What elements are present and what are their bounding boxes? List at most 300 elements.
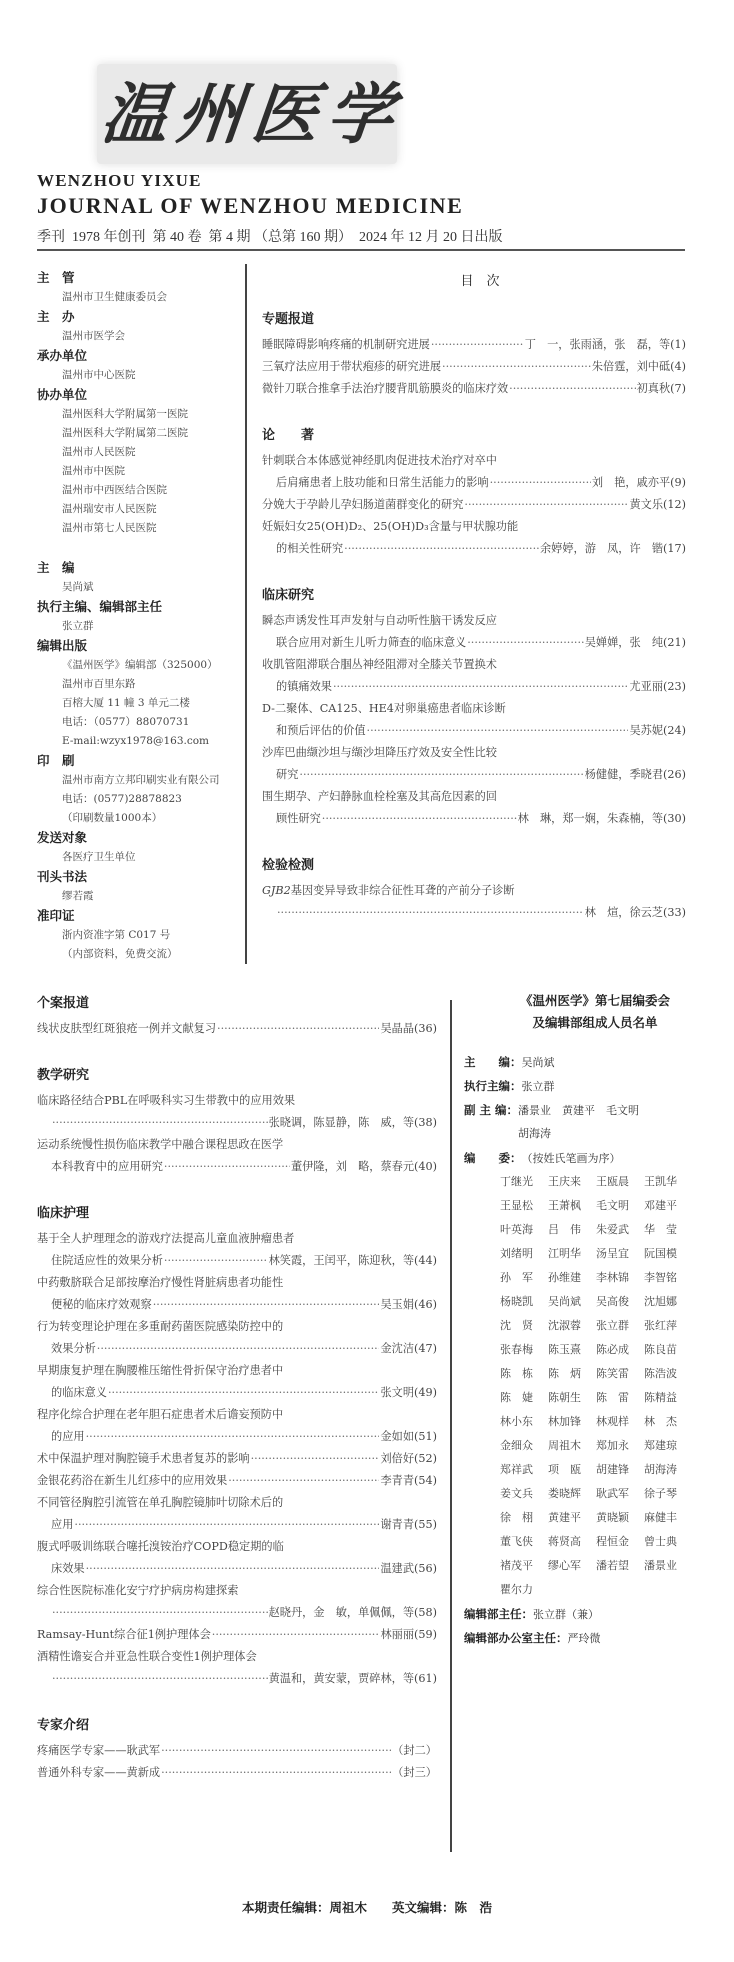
- dot-leader: [431, 334, 524, 356]
- board-member-name: 林 杰: [644, 1415, 677, 1428]
- members-grid: [464, 1170, 726, 1602]
- toc-entry-title-line[interactable]: 程序化综合护理在老年胆石症患者术后谵妄预防中: [37, 1408, 284, 1421]
- toc-entry[interactable]: [262, 902, 686, 924]
- board-member-name: 郑加永: [596, 1439, 629, 1452]
- board-member-name: 林小东: [500, 1415, 533, 1428]
- board-member-name: 李林锦: [596, 1271, 629, 1284]
- board-member-name: 毛文明: [596, 1199, 629, 1212]
- board-member-name: 孙 军: [500, 1271, 533, 1284]
- board-member-name: 郑祥武: [500, 1463, 533, 1476]
- toc-entry-title-line[interactable]: 不同管径胸腔引流管在单孔胸腔镜肺叶切除术后的: [37, 1496, 284, 1509]
- toc-entry-page: (38): [414, 1116, 437, 1129]
- sidebar-value: 缪若霞: [62, 890, 94, 902]
- board-member-name: 刘绪明: [500, 1247, 533, 1260]
- board-member-name: 杨晓凯: [500, 1295, 533, 1308]
- board-member-name: 吕 伟: [548, 1223, 581, 1236]
- toc-entry-page: (24): [663, 724, 686, 737]
- toc-entry-title-line[interactable]: 针刺联合本体感觉神经肌肉促进技术治疗对卒中: [262, 454, 497, 467]
- column-divider-top: [245, 264, 247, 964]
- toc-entry-title-line[interactable]: 妊娠妇女25(OH)D₂、25(OH)D₃含量与甲状腺功能: [262, 520, 519, 533]
- toc-entry-title: 术中保温护理对胸腔镜手术患者复苏的影响: [37, 1452, 250, 1465]
- sidebar-value: 浙内资准字第 C017 号: [62, 929, 171, 941]
- board-member-name: 胡海涛: [644, 1463, 677, 1476]
- sidebar-label: 主 管: [37, 270, 75, 285]
- toc-entry-title-line[interactable]: D-二聚体、CA125、HE4对卵巢癌患者临床诊断: [262, 702, 506, 715]
- toc-entry-title: 微针刀联合推拿手法治疗腰背肌筋膜炎的临床疗效: [262, 382, 509, 395]
- sidebar-value: 张立群: [62, 620, 94, 632]
- sidebar-value: 温州瑞安市人民医院: [62, 503, 157, 515]
- toc-entry-authors: 余婷婷，游 凤，许 锴: [539, 542, 664, 555]
- toc-section-heading: 临床研究: [262, 588, 315, 603]
- toc-entry-page: (52): [414, 1452, 437, 1465]
- toc-entry-title-line[interactable]: 沙库巴曲缬沙坦与缬沙坦降压疗效及安全性比较: [262, 746, 497, 759]
- board-member-name: 沈旭娜: [644, 1295, 677, 1308]
- deputy-editors-cont: 胡海涛: [518, 1127, 551, 1140]
- toc-entry-title-line[interactable]: 运动系统慢性损伤临床教学中融合课程思政在医学: [37, 1138, 284, 1151]
- sidebar-label: 印 刷: [37, 753, 75, 768]
- toc-entry-authors: 吴玉娟: [380, 1298, 415, 1311]
- sidebar-value: 温州市人民医院: [62, 446, 136, 458]
- dot-leader: [164, 1156, 290, 1178]
- dot-leader: [153, 1294, 380, 1316]
- board-member-name: 李智铭: [644, 1271, 677, 1284]
- board-member-name: 蒋贤高: [548, 1535, 581, 1548]
- dept-director-name: 张立群（兼）: [533, 1608, 599, 1621]
- sidebar-value: 温州市百里东路: [62, 678, 136, 690]
- board-member-name: 王显松: [500, 1199, 533, 1212]
- toc-entry[interactable]: [37, 1558, 437, 1580]
- board-title-line1: 《温州医学》第七届编委会: [519, 993, 670, 1008]
- toc-entry[interactable]: [37, 1382, 437, 1404]
- board-member-name: 黄建平: [548, 1511, 581, 1524]
- toc-entry-title-line[interactable]: 收肌管阻滞联合腘丛神经阻滞对全膝关节置换术: [262, 658, 497, 671]
- toc-entry-authors: 林 煊，徐云芝: [584, 906, 664, 919]
- toc-entry-authors: 刘 艳，戚亦平: [591, 476, 671, 489]
- sidebar-value: E-mail:wzyx1978@163.com: [62, 735, 210, 747]
- toc-entry-authors: 初真秋: [636, 382, 671, 395]
- toc-entry-title: 分娩大于孕龄儿孕妇肠道菌群变化的研究: [262, 498, 464, 511]
- toc-entry-title: 的应用: [51, 1430, 85, 1443]
- toc-entry-title: 住院适应性的效果分析: [51, 1254, 163, 1267]
- board-member-name: 陈必成: [596, 1343, 629, 1356]
- board-member-name: 徐 栩: [500, 1511, 533, 1524]
- toc-entry-page: (23): [663, 680, 686, 693]
- toc-entry-title: 睡眠障碍影响疼痛的机制研究进展: [262, 338, 430, 351]
- board-member-name: 徐子琴: [644, 1487, 677, 1500]
- board-member-name: 黄晓颖: [596, 1511, 629, 1524]
- toc-entry[interactable]: [262, 378, 686, 400]
- deputy-editors: 潘景业 黄建平 毛文明: [518, 1104, 640, 1117]
- toc-entry-title-line[interactable]: 瞬态声诱发性耳声发射与自动听性脑干诱发反应: [262, 614, 497, 627]
- dot-leader: [164, 1250, 268, 1272]
- toc-entry-page: (30): [663, 812, 686, 825]
- toc-entry-title: 三氧疗法应用于带状疱疹的研究进展: [262, 360, 442, 373]
- toc-entry-title: 效果分析: [51, 1342, 96, 1355]
- issue-editors-footer: 本期责任编辑：周祖木 英文编辑：陈 浩: [241, 1900, 492, 1915]
- toc-entry-title-line[interactable]: 围生期孕、产妇静脉血栓栓塞及其高危因素的回: [262, 790, 497, 803]
- toc-entry[interactable]: [37, 1762, 437, 1784]
- board-member-name: 缪心军: [548, 1559, 581, 1572]
- toc-entry-title: 研究: [276, 768, 299, 781]
- sidebar-value: 温州医科大学附属第二医院: [62, 427, 188, 439]
- board-member-name: 曾士典: [644, 1535, 677, 1548]
- exec-editor-row: 执行主编：张立群: [464, 1079, 555, 1093]
- toc-entry-title: 后肩痛患者上肢功能和日常生活能力的影响: [276, 476, 489, 489]
- toc-entry-title: 的镇痛效果: [276, 680, 332, 693]
- toc-entry-authors: 黄温和，黄安蒙，贾碎林，等: [268, 1672, 415, 1685]
- toc-entry-title-line[interactable]: GJB2基因变异导致非综合征性耳聋的产前分子诊断: [262, 884, 515, 897]
- toc-lower-column: [37, 990, 437, 1784]
- board-member-name: 褚茂平: [500, 1559, 533, 1572]
- board-member-name: 孙维建: [548, 1271, 581, 1284]
- toc-entry-authors: 张晓调，陈显静，陈 威，等: [268, 1116, 415, 1129]
- dot-leader: [344, 538, 539, 560]
- office-director-name: 严玲微: [567, 1632, 601, 1645]
- toc-entry-page: (54): [414, 1474, 437, 1487]
- board-member-name: 吴尚斌: [548, 1295, 581, 1308]
- dot-leader: [251, 1448, 380, 1470]
- toc-entry-authors: 刘倍好: [380, 1452, 415, 1465]
- members-note: （按姓氏笔画为序）: [521, 1152, 621, 1165]
- board-member-name: 王萧枫: [548, 1199, 581, 1212]
- toc-entry-title: 金银花药浴在新生儿红疹中的应用效果: [37, 1474, 228, 1487]
- toc-entry-authors: 吴苏妮: [629, 724, 664, 737]
- toc-entry-authors: 温建武: [380, 1562, 415, 1575]
- toc-entry-title: 联合应用对新生儿听力筛查的临床意义: [276, 636, 467, 649]
- toc-entry-page: (40): [414, 1160, 437, 1173]
- board-member-name: 沈 贤: [500, 1319, 533, 1332]
- toc-entry-title-line[interactable]: 基于全人护理理念的游戏疗法提高儿童血液肿瘤患者: [37, 1232, 295, 1245]
- toc-entry-page: (61): [414, 1672, 437, 1685]
- board-member-name: 麻健丰: [644, 1511, 677, 1524]
- toc-entry[interactable]: [262, 808, 686, 830]
- dot-leader: [212, 1624, 380, 1646]
- toc-entry-title-line[interactable]: 行为转变理论护理在多重耐药菌医院感染防控中的: [37, 1320, 284, 1333]
- sidebar-label: 协办单位: [37, 387, 88, 402]
- board-member-name: 金细众: [500, 1439, 533, 1452]
- toc-entry-page: (56): [414, 1562, 437, 1575]
- toc-entry-page: (58): [414, 1606, 437, 1619]
- toc-entry-authors: 丁 一，张雨涵，张 磊，等: [524, 338, 671, 351]
- toc-title: 目 次: [460, 274, 500, 289]
- dot-leader: [161, 1762, 391, 1784]
- board-member-name: 王瓯晨: [596, 1175, 629, 1188]
- toc-entry-page: (9): [670, 476, 686, 489]
- sidebar-label: 编辑出版: [37, 638, 88, 653]
- sidebar-value: （印刷数量1000本）: [62, 812, 163, 824]
- dot-leader: [217, 1018, 379, 1040]
- toc-entry-page: (17): [663, 542, 686, 555]
- board-member-name: 程恒金: [596, 1535, 629, 1548]
- chief-editor-row: 主 编：吴尚斌: [464, 1055, 555, 1069]
- sidebar-label: 主 编: [37, 560, 75, 575]
- journal-logo-calligraphy: 温 州 医 学: [97, 64, 397, 164]
- board-member-name: 潘景业: [644, 1559, 677, 1572]
- toc-entry[interactable]: [37, 1338, 437, 1360]
- toc-entry-title: 线状皮肤型红斑狼疮一例并文献复习: [37, 1022, 217, 1035]
- dot-leader: [52, 1668, 268, 1690]
- toc-entry-page: (4): [670, 360, 686, 373]
- toc-entry-title-line[interactable]: 腹式呼吸训练联合噻托溴铵治疗COPD稳定期的临: [37, 1540, 284, 1553]
- dot-leader: [97, 1338, 380, 1360]
- board-member-name: 丁继光: [500, 1175, 533, 1188]
- toc-entry-authors: 赵晓丹，金 敏，单佩佩，等: [268, 1606, 415, 1619]
- toc-entry[interactable]: [37, 1294, 437, 1316]
- board-member-name: 陈良苗: [644, 1343, 677, 1356]
- board-member-name: 邓建平: [644, 1199, 677, 1212]
- toc-entry[interactable]: [37, 1448, 437, 1470]
- members-row: 编 委：（按姓氏笔画为序）: [464, 1151, 621, 1165]
- toc-entry-title: 应用: [51, 1518, 74, 1531]
- title-english: JOURNAL OF WENZHOU MEDICINE: [37, 193, 464, 218]
- toc-entry-title: 疼痛医学专家——耿武军: [37, 1744, 161, 1757]
- chief-editor-name: 吴尚斌: [521, 1056, 555, 1069]
- dot-leader: [299, 764, 583, 786]
- toc-entry-title-line[interactable]: 综合性医院标准化安宁疗护病房构建探索: [37, 1584, 239, 1597]
- toc-entry-page: (49): [414, 1386, 437, 1399]
- sidebar-value: 各医疗卫生单位: [62, 851, 136, 863]
- toc-entry[interactable]: [262, 764, 686, 786]
- sidebar-label: 承办单位: [37, 348, 88, 363]
- toc-entry-title-line[interactable]: 中药敷脐联合足部按摩治疗慢性肾脏病患者功能性: [37, 1276, 284, 1289]
- toc-entry[interactable]: [37, 1602, 437, 1624]
- board-member-name: 沈淑蓉: [548, 1319, 581, 1332]
- board-member-name: 林加锋: [548, 1415, 581, 1428]
- toc-entry-page: （封二）: [392, 1744, 437, 1757]
- toc-entry-authors: 金沈洁: [380, 1342, 415, 1355]
- toc-entry[interactable]: [262, 334, 686, 356]
- toc-entry-page: (55): [414, 1518, 437, 1531]
- title-pinyin: WENZHOU YIXUE: [37, 171, 202, 190]
- sidebar-value: 温州医科大学附属第一医院: [62, 408, 188, 420]
- toc-entry-authors: 谢青青: [380, 1518, 415, 1531]
- toc-entry-authors: 李青青: [380, 1474, 415, 1487]
- toc-entry-page: (36): [414, 1022, 437, 1035]
- dot-leader: [509, 378, 635, 400]
- toc-entry[interactable]: [37, 1470, 437, 1492]
- toc-entry-page: (33): [663, 906, 686, 919]
- toc-entry-page: (21): [663, 636, 686, 649]
- toc-entry-page: (59): [414, 1628, 437, 1641]
- dot-leader: [490, 472, 591, 494]
- toc-entry[interactable]: [37, 1156, 437, 1178]
- toc-entry-authors: 张文明: [380, 1386, 415, 1399]
- toc-entry-page: (47): [414, 1342, 437, 1355]
- dot-leader: [333, 676, 629, 698]
- toc-entry-title: 顾性研究: [276, 812, 321, 825]
- toc-entry[interactable]: [37, 1112, 437, 1134]
- column-divider-bottom: [450, 1000, 452, 1852]
- board-member-name: 陈 婕: [500, 1391, 533, 1404]
- toc-entry[interactable]: [37, 1018, 437, 1040]
- toc-entry[interactable]: [262, 356, 686, 378]
- board-member-name: 董飞侠: [500, 1535, 533, 1548]
- board-member-name: 瞿尔力: [500, 1583, 533, 1596]
- gene-symbol: GJB2: [262, 884, 291, 897]
- toc-entry-title: 的相关性研究: [276, 542, 344, 555]
- deputy-editor-row: 副 主 编：潘景业 黄建平 毛文明: [464, 1103, 640, 1117]
- toc-entry-page: (1): [670, 338, 686, 351]
- board-member-name: 张红萍: [644, 1319, 677, 1332]
- toc-entry-authors: 金如如: [380, 1430, 415, 1443]
- dot-leader: [464, 494, 628, 516]
- board-member-name: 项 瓯: [548, 1463, 581, 1476]
- toc-entry[interactable]: [262, 676, 686, 698]
- office-director-row: 编辑部办公室主任：严玲微: [464, 1631, 601, 1645]
- sidebar-label: 执行主编、编辑部主任: [37, 599, 163, 614]
- toc-upper-column: [262, 306, 686, 924]
- sidebar-label: 刊头书法: [37, 869, 88, 884]
- toc-section-heading: 临床护理: [37, 1206, 90, 1221]
- header-rule: [37, 249, 685, 251]
- toc-section-heading: 检验检测: [262, 858, 315, 873]
- dept-director-row: 编辑部主任：张立群（兼）: [464, 1607, 599, 1621]
- toc-section-heading: 专题报道: [262, 312, 315, 327]
- board-member-name: 陈 炳: [548, 1367, 581, 1380]
- toc-entry-page: (51): [414, 1430, 437, 1443]
- toc-entry-authors: 董伊隆，刘 略，蔡春元: [290, 1160, 415, 1173]
- dot-leader: [467, 632, 584, 654]
- board-member-name: 阮国模: [644, 1247, 677, 1260]
- board-member-name: 叶英海: [500, 1223, 533, 1236]
- dot-leader: [322, 808, 517, 830]
- board-member-name: 胡建锋: [596, 1463, 629, 1476]
- dot-leader: [277, 902, 584, 924]
- toc-entry[interactable]: [37, 1250, 437, 1272]
- toc-entry-title: 本科教育中的应用研究: [51, 1160, 163, 1173]
- board-member-name: 江明华: [548, 1247, 581, 1260]
- toc-entry-title: 的临床意义: [51, 1386, 107, 1399]
- board-member-name: 张立群: [596, 1319, 629, 1332]
- toc-entry-page: (46): [414, 1298, 437, 1311]
- toc-entry[interactable]: [37, 1514, 437, 1536]
- sidebar-value: 温州市第七人民医院: [62, 522, 157, 534]
- toc-section-heading: 专家介绍: [37, 1718, 90, 1733]
- toc-entry[interactable]: [37, 1668, 437, 1690]
- toc-entry-authors: 杨健健，季晓君: [584, 768, 664, 781]
- toc-entry[interactable]: [37, 1624, 437, 1646]
- toc-entry-title: 床效果: [51, 1562, 85, 1575]
- toc-entry-authors: 吴晶晶: [380, 1022, 415, 1035]
- sidebar-value: （内部资料，免费交流）: [62, 948, 178, 960]
- sidebar-value: 电话：（0577）88070731: [62, 716, 190, 728]
- toc-entry-title: 和预后评估的价值: [276, 724, 366, 737]
- toc-entry-page: (44): [414, 1254, 437, 1267]
- dot-leader: [52, 1112, 268, 1134]
- board-title-line2: 及编辑部组成人员名单: [532, 1015, 658, 1030]
- dot-leader: [52, 1602, 268, 1624]
- dot-leader: [74, 1514, 379, 1536]
- toc-entry-title: 便秘的临床疗效观察: [51, 1298, 152, 1311]
- toc-entry[interactable]: [262, 538, 686, 560]
- dot-leader: [86, 1558, 380, 1580]
- sidebar-value: 《温州医学》编辑部（325000）: [62, 659, 218, 671]
- sidebar-label: 主 办: [37, 309, 75, 324]
- sidebar-value: 温州市中西医结合医院: [62, 484, 167, 496]
- toc-entry-page: （封三）: [392, 1766, 437, 1779]
- dot-leader: [367, 720, 629, 742]
- toc-entry[interactable]: [262, 494, 686, 516]
- board-member-name: 姜文兵: [500, 1487, 533, 1500]
- toc-entry-authors: 吴婵婵，张 纯: [584, 636, 664, 649]
- board-member-name: 陈 栋: [500, 1367, 533, 1380]
- toc-entry-authors: 林笑霞，王闰平，陈迎秋，等: [268, 1254, 415, 1267]
- sidebar-value: 电话：(0577)28878823: [62, 793, 182, 805]
- sidebar-value: 温州市卫生健康委员会: [62, 291, 167, 303]
- toc-entry-authors: 朱倍霆，刘中砥: [591, 360, 671, 373]
- board-member-name: 耿武军: [596, 1487, 629, 1500]
- board-member-name: 王凯华: [644, 1175, 677, 1188]
- issue-line: 季刊 1978 年创刊 第 40 卷 第 4 期 （总第 160 期） 2024 年 12 月 20 日出版: [37, 230, 503, 245]
- toc-entry-authors: 黄文乐: [629, 498, 664, 511]
- board-member-name: 朱爱武: [596, 1223, 629, 1236]
- toc-entry[interactable]: [37, 1426, 437, 1448]
- toc-section-heading: 教学研究: [37, 1068, 90, 1083]
- sidebar-value: 温州市中心医院: [62, 369, 136, 381]
- board-member-name: 陈精益: [644, 1391, 677, 1404]
- toc-entry[interactable]: [262, 632, 686, 654]
- toc-entry-page: (26): [663, 768, 686, 781]
- toc-entry[interactable]: [37, 1740, 437, 1762]
- board-member-name: 周祖木: [548, 1439, 581, 1452]
- toc-entry-title-line[interactable]: 早期康复护理在胸腰椎压缩性骨折保守治疗患者中: [37, 1364, 284, 1377]
- board-member-name: 张春梅: [500, 1343, 533, 1356]
- toc-entry-page: (12): [663, 498, 686, 511]
- board-member-name: 陈朝生: [548, 1391, 581, 1404]
- board-member-name: 吴高俊: [596, 1295, 629, 1308]
- sidebar-value: 吴尚斌: [62, 581, 94, 593]
- board-member-name: 陈笑雷: [596, 1367, 629, 1380]
- board-member-name: 林观样: [596, 1415, 629, 1428]
- toc-section-heading: 论 著: [262, 428, 315, 443]
- toc-section-heading: 个案报道: [37, 996, 90, 1011]
- toc-entry-page: (7): [670, 382, 686, 395]
- toc-entry[interactable]: [262, 720, 686, 742]
- sidebar-value: 百榕大厦 11 幢 3 单元二楼: [62, 697, 190, 709]
- dot-leader: [161, 1740, 391, 1762]
- dot-leader: [228, 1470, 379, 1492]
- toc-entry-title-line[interactable]: 临床路径结合PBL在呼吸科实习生带教中的应用效果: [37, 1094, 296, 1107]
- editorial-board: [464, 990, 726, 1650]
- sidebar-label: 发送对象: [37, 830, 88, 845]
- board-member-name: 汤呈宜: [596, 1247, 629, 1260]
- board-member-name: 潘若望: [596, 1559, 629, 1572]
- sidebar-value: 温州市中医院: [62, 465, 125, 477]
- board-member-name: 王庆来: [548, 1175, 581, 1188]
- board-member-name: 娄晓辉: [548, 1487, 581, 1500]
- toc-entry-title-line[interactable]: 酒精性谵妄合并亚急性联合变性1例护理体会: [37, 1650, 257, 1663]
- toc-entry-authors: 尤亚丽: [629, 680, 664, 693]
- board-member-name: 郑建琼: [644, 1439, 677, 1452]
- sidebar-value: 温州市南方立邦印刷实业有限公司: [62, 774, 220, 786]
- toc-entry-authors: 林 琳，郑一娴，朱森楠，等: [517, 812, 664, 825]
- toc-entry-title: 普通外科专家——黄新成: [37, 1766, 161, 1779]
- sidebar-value: 温州市医学会: [62, 330, 125, 342]
- toc-entry-title: Ramsay-Hunt综合征1例护理体会: [37, 1628, 211, 1641]
- masthead-sidebar: [37, 268, 242, 964]
- board-member-name: 陈 雷: [596, 1391, 629, 1404]
- board-member-name: 华 莹: [644, 1223, 677, 1236]
- toc-entry-authors: 林丽丽: [380, 1628, 415, 1641]
- dot-leader: [442, 356, 591, 378]
- board-member-name: 陈浩波: [644, 1367, 677, 1380]
- dot-leader: [86, 1426, 380, 1448]
- sidebar-label: 准印证: [37, 908, 75, 923]
- toc-entry[interactable]: [262, 472, 686, 494]
- exec-editor-name: 张立群: [521, 1080, 555, 1093]
- dot-leader: [108, 1382, 380, 1404]
- board-member-name: 陈玉熹: [548, 1343, 581, 1356]
